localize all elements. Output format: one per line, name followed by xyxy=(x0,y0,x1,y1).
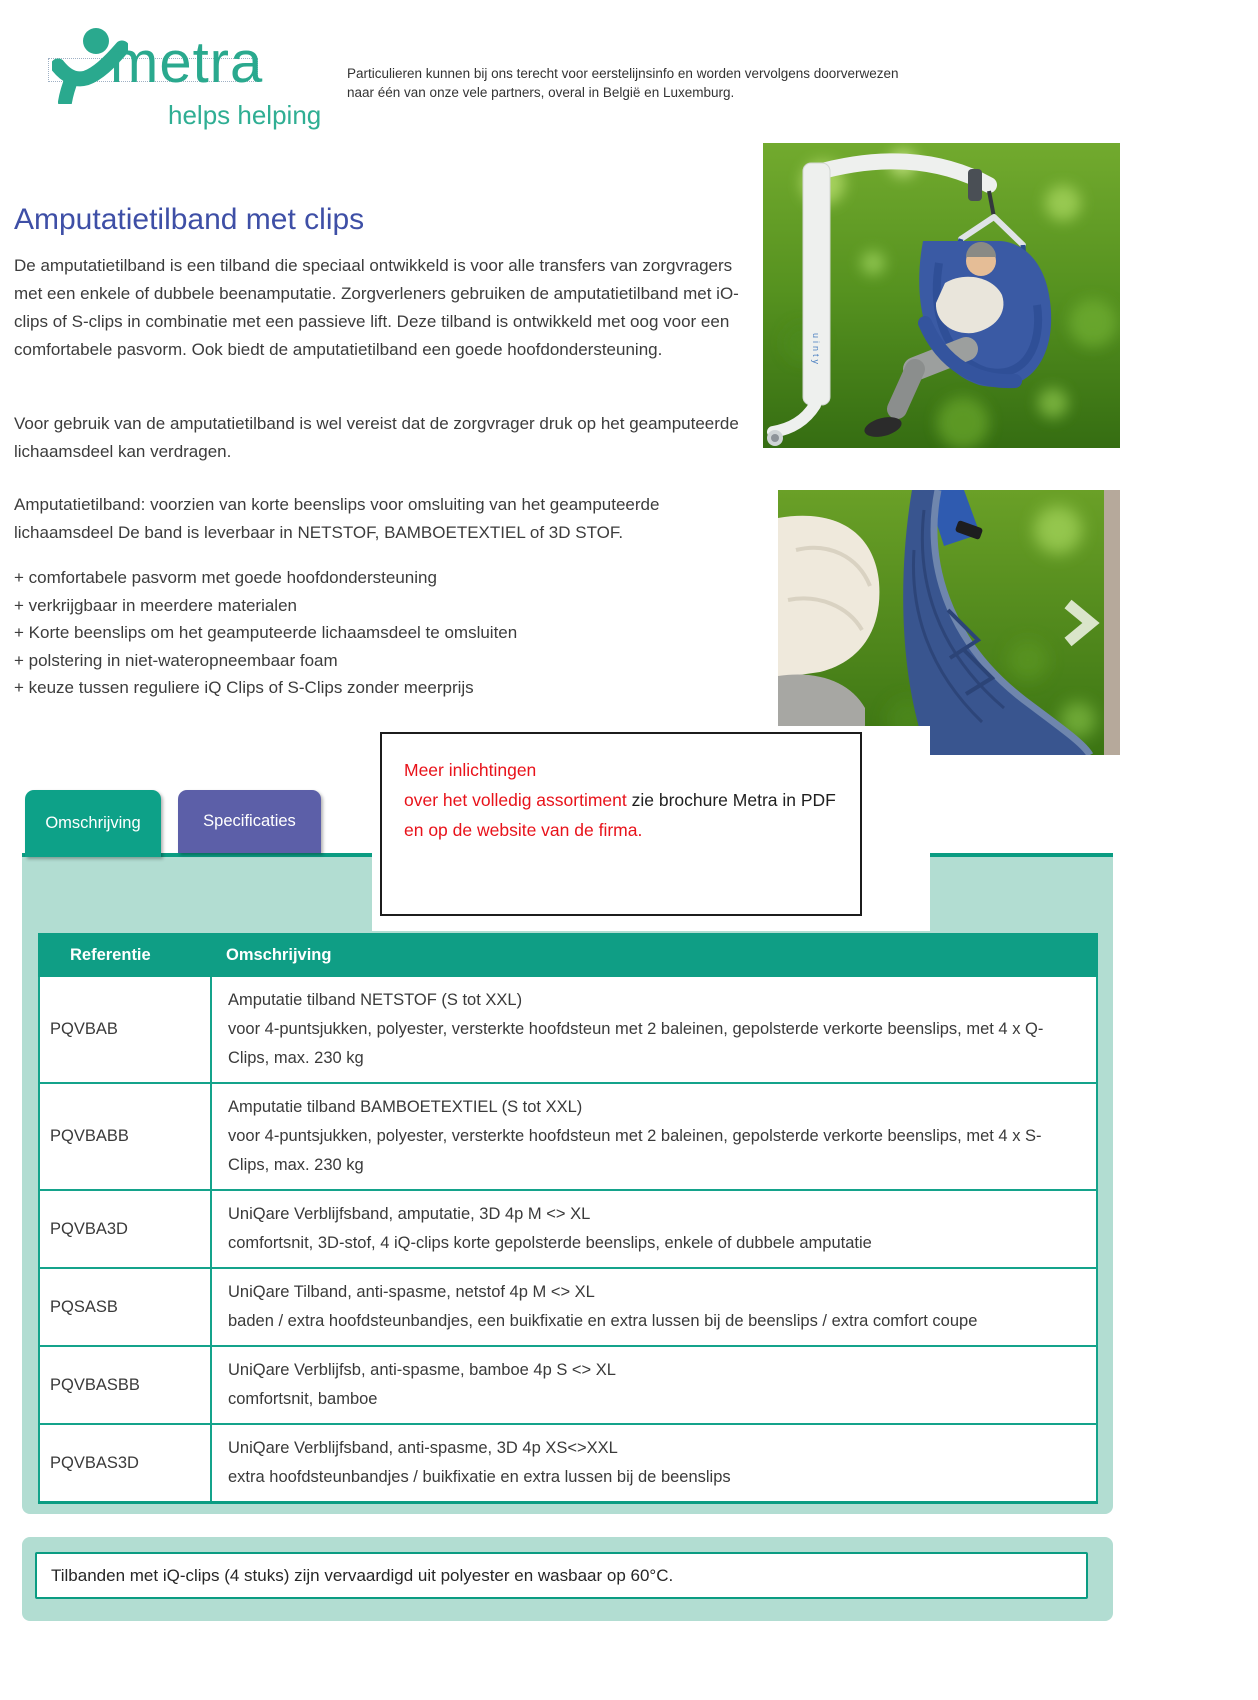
product-desc-line: voor 4-puntsjukken, polyester, versterkte hoofdsteun met 2 baleinen, gepolsterde verkorte beenslips, met 4 x S-Clips, max. 230 kg xyxy=(228,1127,1042,1174)
intro-text xyxy=(347,64,947,102)
table-row xyxy=(39,1268,1097,1346)
product-name-line: UniQare Verblijfsband, anti-spasme, 3D 4p XS<>XXL xyxy=(228,1439,618,1457)
desc-cell xyxy=(211,1346,1097,1424)
tab-panel xyxy=(22,853,1113,1514)
ref-cell: PQVBA3D xyxy=(39,1190,211,1268)
feature-bullet: + comfortabele pasvorm met goede hoofdondersteuning xyxy=(14,568,437,587)
product-photo-sling-closeup xyxy=(778,490,1120,755)
product-name-line: Amputatie tilband NETSTOF (S tot XXL) xyxy=(228,991,523,1009)
table-row xyxy=(39,1190,1097,1268)
product-desc-line: comfortsnit, 3D-stof, 4 iQ-clips korte gepolsterde beenslips, enkele of dubbele amputatie xyxy=(228,1234,872,1252)
table-row xyxy=(39,1346,1097,1424)
ref-cell: PQVBAB xyxy=(39,976,211,1083)
product-paragraph-1: De amputatietilband is een tilband die speciaal ontwikkeld is voor alle transfers van zorgvragers met een enkele of dubbele beenamputatie. Zorgverleners gebruiken de amputatietilband met iO-clips of S-clips in combinatie met een passieve lift. Deze tilband is ontwikkeld met oog voor een comfortabele pasvorm. Ook biedt de amputatietilband een goede hoofdondersteuning. xyxy=(14,256,739,359)
desc-cell xyxy=(211,1268,1097,1346)
feature-bullet: + verkrijgbaar in meerdere materialen xyxy=(14,595,297,615)
brand-tagline: helps helping xyxy=(168,100,322,130)
feature-bullet: + keuze tussen reguliere iQ Clips of S-Clips zonder meerprijs xyxy=(14,678,474,697)
info-box-line-3: en op de website van de firma. xyxy=(404,820,643,840)
info-box xyxy=(380,732,862,916)
desc-cell xyxy=(211,1190,1097,1268)
product-desc-line: voor 4-puntsjukken, polyester, versterkte hoofdsteun met 2 baleinen, gepolsterde verkorte beenslips, met 4 x Q-Clips, max. 230 kg xyxy=(228,1020,1044,1067)
footer-note-text: Tilbanden met iQ-clips (4 stuks) zijn vervaardigd uit polyester en wasbaar op 60°C. xyxy=(51,1565,674,1585)
product-photo-lift xyxy=(763,143,1120,448)
product-name-line: UniQare Verblijfsb, anti-spasme, bamboe 4p S <> XL xyxy=(228,1361,616,1379)
info-box-line-1: Meer inlichtingen xyxy=(404,760,537,780)
product-desc-line: baden / extra hoofdsteunbandjes, een buikfixatie en extra lussen bij de beenslips / extra comfort coupe xyxy=(228,1312,978,1330)
lift-pole-label: uinty xyxy=(811,333,821,368)
feature-list xyxy=(14,564,754,702)
table-row xyxy=(39,976,1097,1083)
product-paragraph-3: Amputatietilband: voorzien van korte beenslips voor omsluiting van het geamputeerde lichaamsdeel De band is leverbaar in NETSTOF, BAMBOETEXTIEL of 3D STOF. xyxy=(14,495,660,542)
product-name-line: UniQare Verblijfsband, amputatie, 3D 4p M <> XL xyxy=(228,1205,591,1223)
intro-text-line-1: Particulieren kunnen bij ons terecht voor eerstelijnsinfo en worden vervolgens doorverwezen xyxy=(347,66,899,81)
feature-bullet: + Korte beenslips om het geamputeerde lichaamsdeel te omsluiten xyxy=(14,623,518,642)
info-box-line-2 xyxy=(404,785,860,815)
feature-bullet: + polstering in niet-wateropneembaar foam xyxy=(14,650,338,670)
product-desc-line: comfortsnit, bamboe xyxy=(228,1390,378,1408)
page-title: Amputatietilband met clips xyxy=(14,203,365,236)
desc-cell xyxy=(211,1083,1097,1190)
info-box-line-2-red: over het volledig assortiment xyxy=(404,790,627,810)
footer-band xyxy=(22,1537,1113,1621)
product-table xyxy=(38,933,1098,1504)
product-desc-line: extra hoofdsteunbandjes / buikfixatie en extra lussen bij de beenslips xyxy=(228,1468,731,1486)
desc-cell xyxy=(211,976,1097,1083)
brand-name: metra xyxy=(110,30,264,95)
footer-note-box xyxy=(35,1552,1088,1599)
tab-omschrijving[interactable]: Omschrijving xyxy=(25,790,161,857)
ref-cell: PQVBASBB xyxy=(39,1346,211,1424)
table-header-omschrijving: Omschrijving xyxy=(211,934,1097,976)
table-header-referentie: Referentie xyxy=(39,934,211,976)
ref-cell: PQVBABB xyxy=(39,1083,211,1190)
table-row xyxy=(39,1424,1097,1503)
ref-cell: PQVBAS3D xyxy=(39,1424,211,1503)
product-paragraph-2: Voor gebruik van de amputatietilband is wel vereist dat de zorgvrager druk op het geamputeerde lichaamsdeel kan verdragen. xyxy=(14,414,739,461)
desc-cell xyxy=(211,1424,1097,1503)
table-row xyxy=(39,1083,1097,1190)
table-header-row xyxy=(39,934,1097,976)
brand-logo xyxy=(52,26,332,141)
intro-text-line-2: naar één van onze vele partners, overal in België en Luxemburg. xyxy=(347,85,735,100)
info-box-line-2-dark: zie brochure Metra in PDF xyxy=(626,790,836,810)
product-name-line: UniQare Tilband, anti-spasme, netstof 4p M <> XL xyxy=(228,1283,595,1301)
product-name-line: Amputatie tilband BAMBOETEXTIEL (S tot XXL) xyxy=(228,1098,583,1116)
tab-specificaties[interactable]: Specificaties xyxy=(178,790,321,853)
info-box-backing xyxy=(372,726,930,931)
ref-cell: PQSASB xyxy=(39,1268,211,1346)
